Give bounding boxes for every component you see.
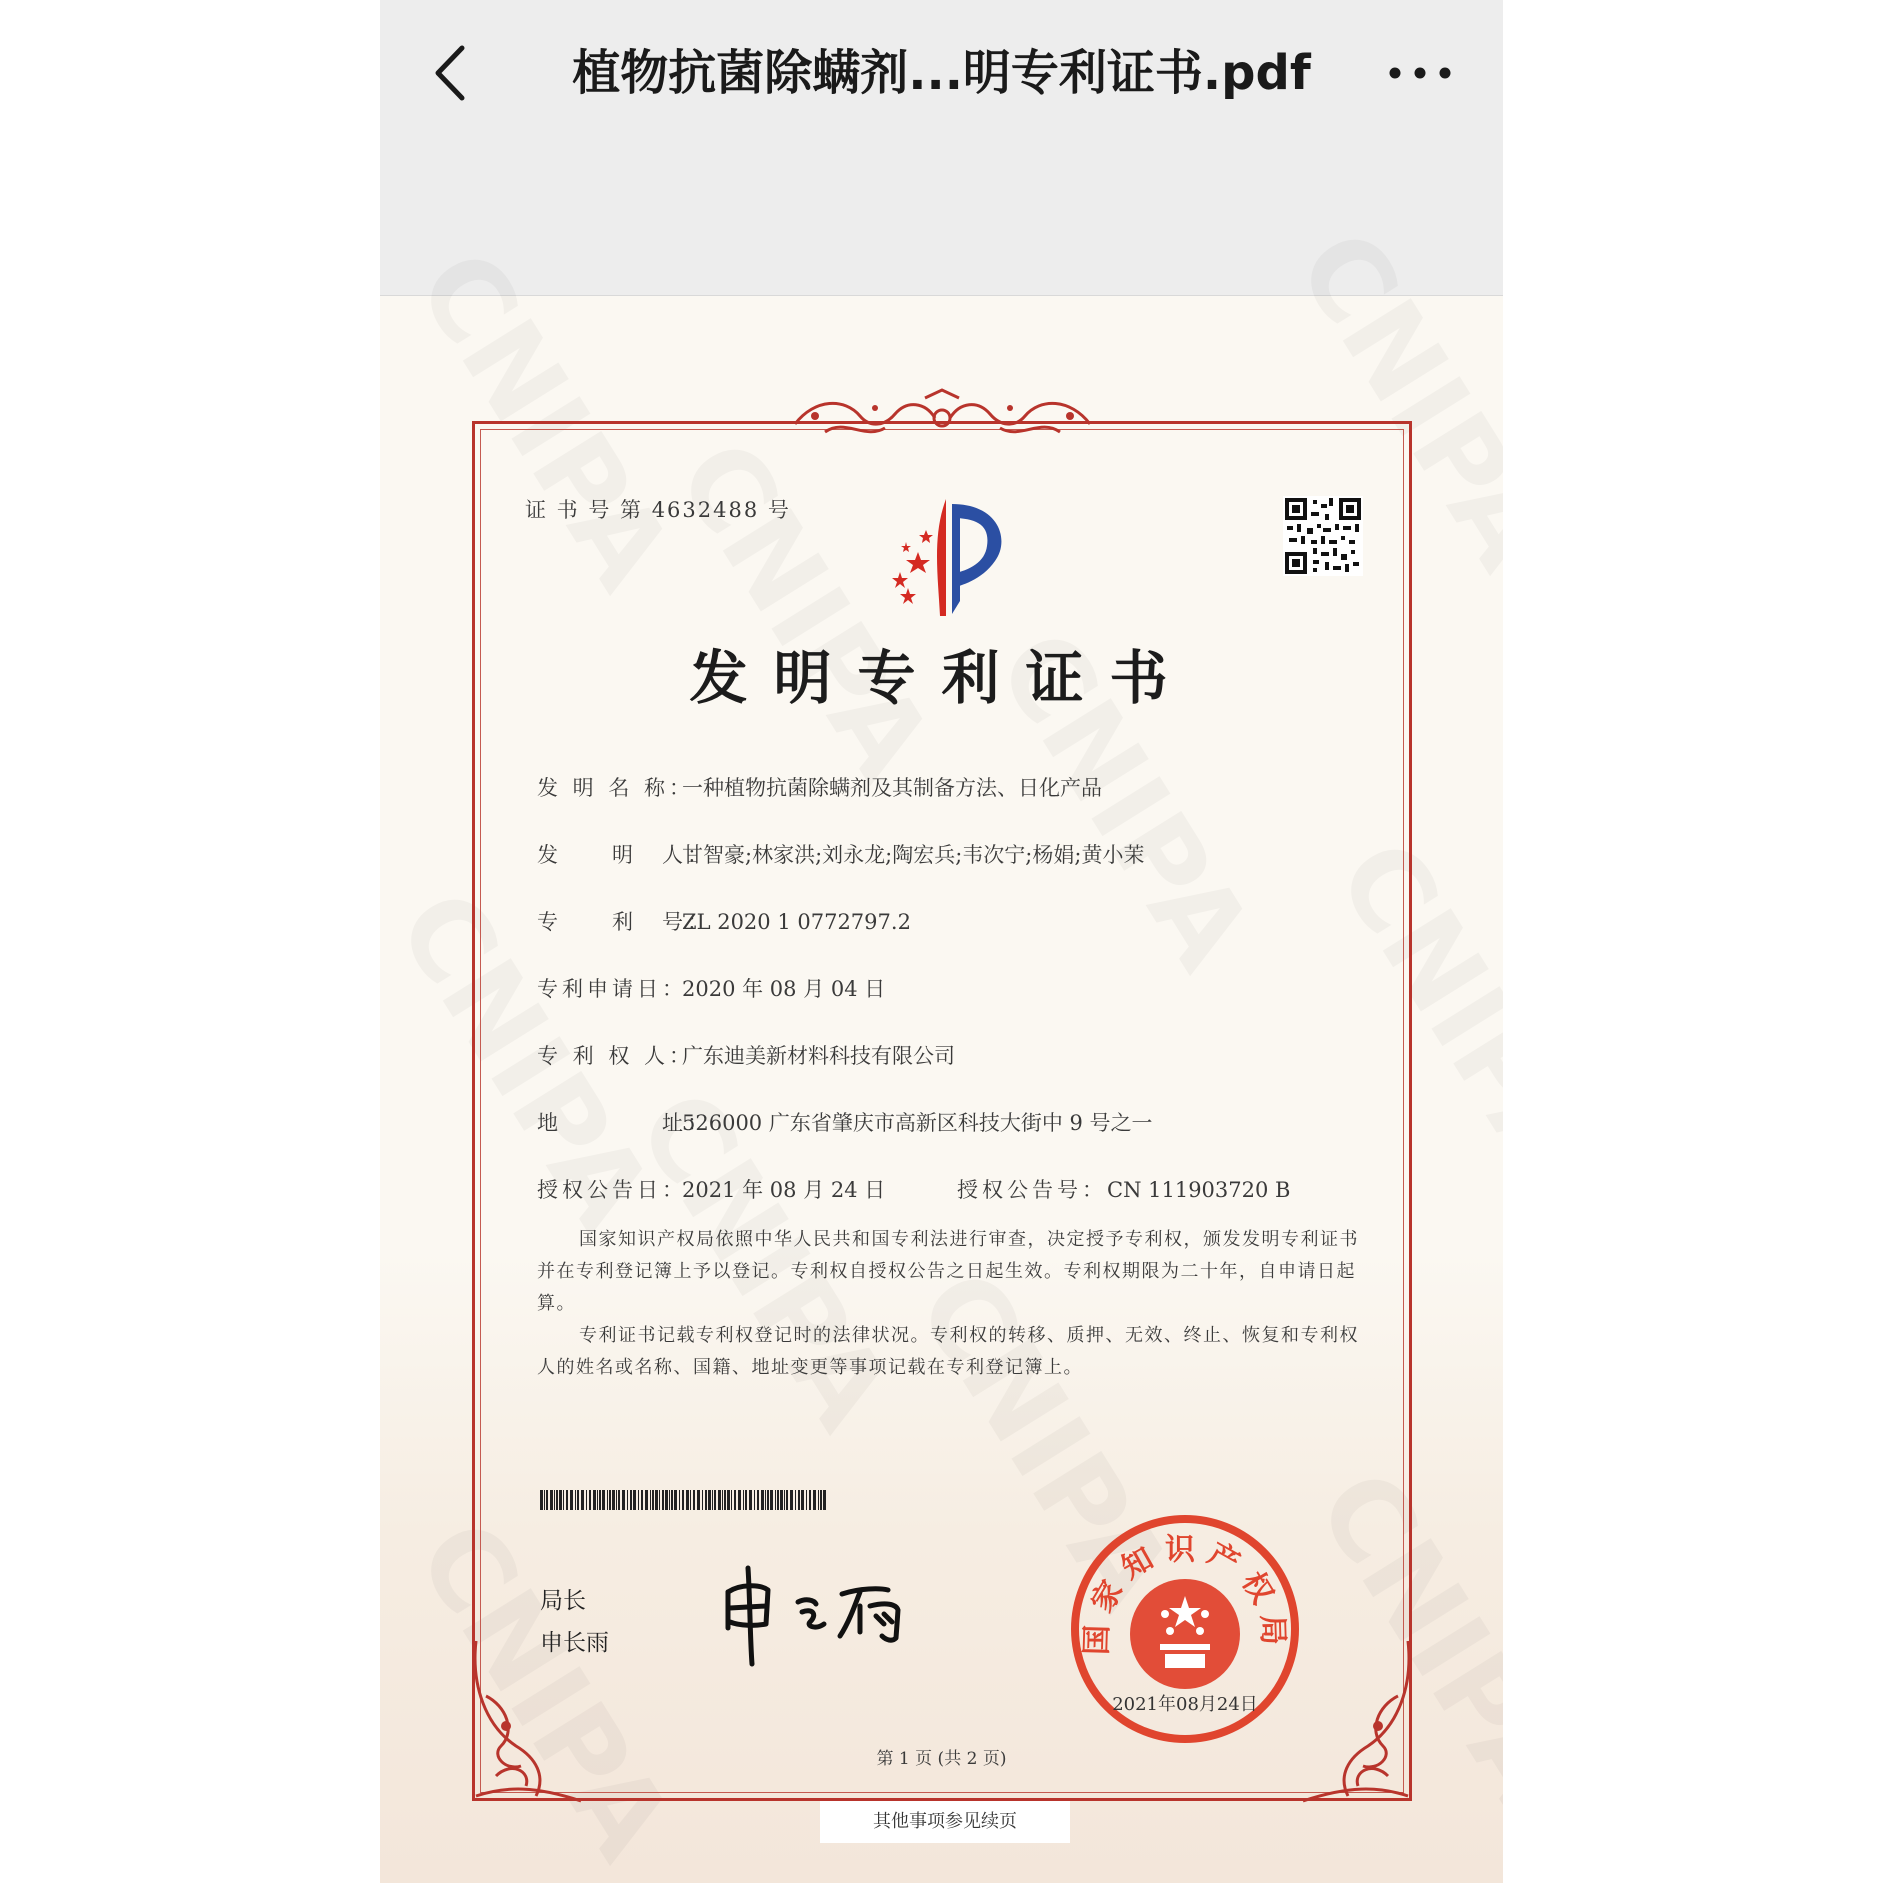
barcode-bar [633,1490,636,1510]
barcode-bar [550,1490,553,1510]
barcode-bar [586,1490,587,1510]
barcode-bar [775,1490,776,1510]
barcode-bar [818,1490,819,1510]
barcode-bar [622,1490,625,1510]
field-invention-name [537,772,1102,802]
barcode-bar [638,1490,639,1510]
pdf-viewer [380,0,1503,1883]
barcode-bar [627,1490,628,1510]
barcode-bar [722,1490,723,1510]
barcode-bar [544,1490,545,1510]
barcode-bar [540,1490,543,1510]
chevron-left-icon [420,38,480,108]
certificate-page[interactable] [380,296,1503,1883]
barcode-bar [738,1490,741,1510]
barcode [540,1490,830,1510]
more-button[interactable] [1380,40,1460,105]
barcode-bar [731,1490,732,1510]
barcode-bar [652,1490,654,1510]
barcode-bar [757,1490,759,1510]
barcode-bar [599,1490,601,1510]
barcode-bar [770,1490,773,1510]
continued-note: 其他事项参见续页 [820,1801,1070,1843]
barcode-bar [566,1490,568,1510]
barcode-bar [780,1490,783,1510]
barcode-bar [665,1490,668,1510]
barcode-bar [714,1490,716,1510]
official-seal [1070,1514,1300,1744]
seal-date: 2021年08月24日 [1112,1694,1258,1715]
barcode-bar [609,1490,611,1510]
field-value: 甘智豪;林家洪;刘永龙;陶宏兵;韦次宁;杨娟;黄小茉 [682,843,1145,867]
barcode-bar [697,1490,700,1510]
certificate-paragraph: 国家知识产权局依照中华人民共和国专利法进行审查，决定授予专利权，颁发发明专利证书并在专利登记簿上予以登记。专利权自授权公告之日起生效。专利权期限为二十年，自申请日起算。 [537,1229,1359,1314]
barcode-bar [630,1490,632,1510]
barcode-bar [650,1490,651,1510]
barcode-bar [616,1490,617,1510]
barcode-bar [570,1490,573,1510]
barcode-bar [727,1490,730,1510]
barcode-bar [712,1490,713,1510]
barcode-bar [546,1490,548,1510]
certificate-number: 证 书 号 第 4632488 号 [525,498,791,522]
page-number: 第 1 页 (共 2 页) [876,1749,1007,1769]
barcode-bar [724,1490,726,1510]
more-horizontal-icon [1380,40,1460,105]
field-patent-number [537,906,911,936]
field-value: CN 111903720 B [1107,1178,1291,1202]
barcode-bar [669,1490,670,1510]
barcode-bar [618,1490,620,1510]
barcode-bar [754,1490,755,1510]
barcode-bar [674,1490,677,1510]
cnipa-logo [860,496,1020,626]
barcode-bar [554,1490,555,1510]
certificate-heading: 发明专利证书 [689,644,1194,712]
barcode-bar [645,1490,648,1510]
field-label: 授权公告号： [957,1178,1107,1202]
barcode-bar [686,1490,689,1510]
navigation-bar [380,0,1503,296]
field-announcement-date [537,1174,885,1204]
director-title: 局长 [540,1588,586,1614]
field-application-date [537,973,885,1003]
barcode-bar [790,1490,793,1510]
field-announcement-number [957,1174,1290,1204]
barcode-bar [784,1490,785,1510]
barcode-bar [575,1490,576,1510]
barcode-bar [577,1490,579,1510]
back-button[interactable] [420,38,480,108]
field-address [537,1107,1153,1137]
barcode-bar [809,1490,811,1510]
barcode-bar [823,1490,826,1510]
barcode-bar [593,1490,596,1510]
barcode-bar [749,1490,752,1510]
barcode-bar [765,1490,766,1510]
barcode-bar [777,1490,779,1510]
barcode-bar [641,1490,643,1510]
barcode-bar [786,1490,788,1510]
barcode-bar [761,1490,764,1510]
director-name: 申长雨 [540,1630,609,1656]
barcode-bar [693,1490,695,1510]
field-label: 发 明 名 称： [537,776,695,800]
barcode-bar [795,1490,796,1510]
barcode-bar [798,1490,800,1510]
barcode-bar [682,1490,684,1510]
seal-text: 国家知识产权局 [1079,1532,1291,1656]
field-inventors [537,839,1144,869]
barcode-bar [820,1490,822,1510]
field-label: 发 明 人： [537,843,712,867]
barcode-bar [597,1490,598,1510]
barcode-bar [671,1490,673,1510]
field-value: ZL 2020 1 0772797.2 [682,910,911,934]
field-value: 广东迪美新材料科技有限公司 [682,1044,955,1068]
barcode-bar [734,1490,736,1510]
barcode-bar [563,1490,564,1510]
qr-code[interactable] [1283,496,1363,576]
barcode-bar [708,1490,711,1510]
barcode-bar [705,1490,707,1510]
barcode-bar [702,1490,703,1510]
field-value: 2020 年 08 月 04 日 [682,977,886,1001]
barcode-bar [690,1490,691,1510]
barcode-bar [612,1490,615,1510]
barcode-bar [718,1490,721,1510]
barcode-bar [556,1490,558,1510]
field-label: 专 利 权 人： [537,1044,695,1068]
barcode-bar [801,1490,804,1510]
barcode-bar [745,1490,747,1510]
barcode-bar [662,1490,664,1510]
barcode-bar [743,1490,744,1510]
field-patentee [537,1040,955,1070]
barcode-bar [806,1490,807,1510]
field-label: 专 利 号： [537,910,712,934]
document-title: 植物抗菌除螨剂...明专利证书.pdf [572,45,1311,101]
corner-ornament-left [466,1636,586,1806]
barcode-bar [559,1490,562,1510]
barcode-bar [655,1490,658,1510]
field-label: 地 址： [537,1111,712,1135]
field-value: 一种植物抗菌除螨剂及其制备方法、日化产品 [682,776,1102,800]
certificate-paragraph: 专利证书记载专利权登记时的法律状况。专利权的转移、质押、无效、终止、恢复和专利权人的姓名或名称、国籍、地址变更等事项记载在专利登记簿上。 [537,1325,1359,1378]
field-value: 526000 广东省肇庆市高新区科技大街中 9 号之一 [682,1111,1153,1135]
top-ornament [785,388,1100,448]
director-signature [720,1558,960,1668]
barcode-bar [659,1490,660,1510]
barcode-bar [589,1490,591,1510]
field-label: 专利申请日： [537,977,687,1001]
field-label: 授权公告日： [537,1178,687,1202]
barcode-bar [813,1490,816,1510]
barcode-bar [581,1490,584,1510]
barcode-bar [767,1490,769,1510]
corner-ornament-right [1298,1636,1418,1806]
barcode-bar [679,1490,680,1510]
barcode-bar [602,1490,605,1510]
field-value: 2021 年 08 月 24 日 [682,1178,886,1202]
barcode-bar [607,1490,608,1510]
